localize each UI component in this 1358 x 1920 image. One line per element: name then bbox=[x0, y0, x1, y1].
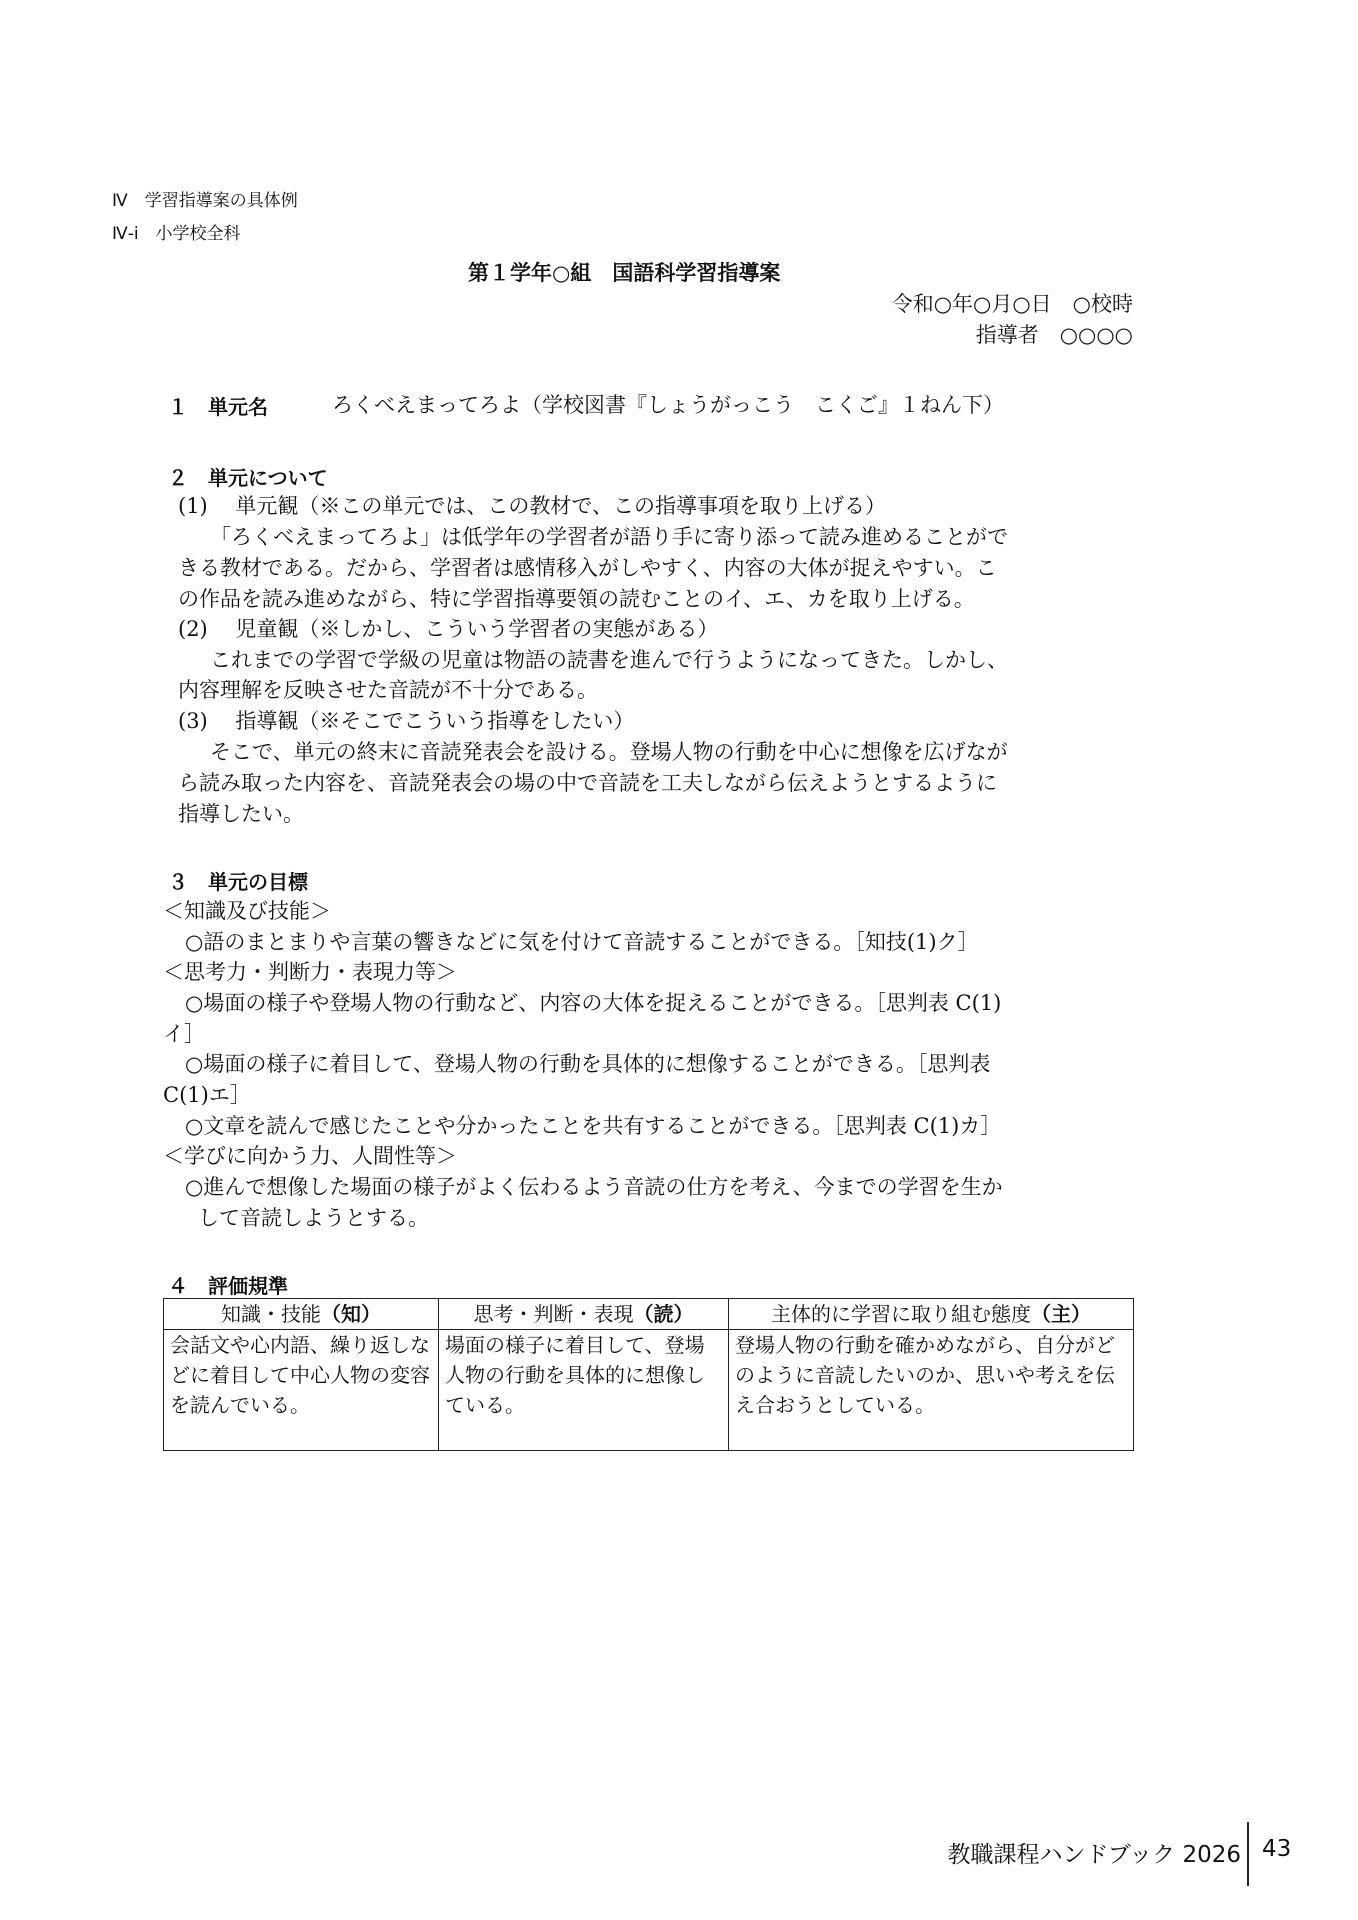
book-title: 教職課程ハンドブック 2026 bbox=[947, 1842, 1241, 1868]
section4-heading: ４ 評価規準 bbox=[168, 1274, 288, 1298]
unit-view-heading: (1) 単元観（※この単元では、この教材で、この指導事項を取り上げる） bbox=[178, 494, 886, 518]
paragraph-line: そこで、単元の終末に音読発表会を設ける。登場人物の行動を中心に想像を広げなが bbox=[210, 740, 1008, 764]
goal-item: ○場面の様子や登場人物の行動など、内容の大体を捉えることができる。［思判表 C(1) bbox=[185, 991, 1002, 1015]
student-view-heading: (2) 児童観（※しかし、こういう学習者の実態がある） bbox=[178, 617, 719, 641]
column-header-thinking: 思考・判断・表現（読） bbox=[439, 1299, 729, 1330]
goal-category: ＜学びに向かう力、人間性等＞ bbox=[163, 1144, 457, 1168]
chapter-heading: Ⅳ 学習指導案の具体例 bbox=[112, 191, 298, 211]
goal-item: ○語のまとまりや言葉の響きなどに気を付けて音読することができる。［知技(1)ク］ bbox=[185, 930, 979, 954]
teaching-view-heading: (3) 指導観（※そこでこういう指導をしたい） bbox=[178, 709, 635, 733]
goal-item-continuation: して音読しようとする。 bbox=[198, 1206, 429, 1230]
section2-heading: ２ 単元について bbox=[168, 466, 328, 490]
paragraph-line: ら読み取った内容を、音読発表会の場の中で音読を工夫しながら伝えようとするように bbox=[178, 771, 997, 795]
goal-item-continuation: C(1)エ］ bbox=[163, 1083, 251, 1107]
subchapter-heading: Ⅳ-ⅰ 小学校全科 bbox=[112, 224, 241, 244]
paragraph-line: 「ろくべえまってろよ」は低学年の学習者が語り手に寄り添って読み進めることがで bbox=[210, 525, 1008, 549]
criteria-knowledge: 会話文や心内語、繰り返しなどに着目して中心人物の変容を読んでいる。 bbox=[164, 1330, 439, 1451]
goal-item-continuation: イ］ bbox=[163, 1022, 205, 1046]
goal-item: ○文章を読んで感じたことや分かったことを共有することができる。［思判表 C(1)カ］ bbox=[185, 1114, 1002, 1138]
paragraph-line: 指導したい。 bbox=[178, 802, 304, 826]
table-header-row bbox=[164, 1299, 1134, 1330]
footer-divider bbox=[1247, 1822, 1249, 1886]
section1-heading: １ 単元名 bbox=[168, 395, 268, 419]
goal-category: ＜思考力・判断力・表現力等＞ bbox=[163, 960, 457, 984]
column-header-attitude: 主体的に学習に取り組む態度（主） bbox=[729, 1299, 1134, 1330]
unit-name: ろくべえまってろよ（学校図書『しょうがっこう こくご』１ねん下） bbox=[332, 393, 1004, 417]
criteria-attitude: 登場人物の行動を確かめながら、自分がどのように音読したいのか、思いや考えを伝え合おうとしている。 bbox=[729, 1330, 1134, 1451]
page-number: 43 bbox=[1262, 1836, 1292, 1862]
paragraph-line: の作品を読み進めながら、特に学習指導要領の読むことのイ、エ、カを取り上げる。 bbox=[178, 587, 975, 611]
paragraph-line: これまでの学習で学級の児童は物語の読書を進んで行うようになってきた。しかし、 bbox=[210, 648, 1008, 672]
section3-heading: ３ 単元の目標 bbox=[168, 870, 308, 894]
goal-category: ＜知識及び技能＞ bbox=[163, 899, 331, 923]
evaluation-criteria-table bbox=[163, 1298, 1134, 1451]
date-line: 令和○年○月○日 ○校時 bbox=[891, 292, 1133, 316]
paragraph-line: 内容理解を反映させた音読が不十分である。 bbox=[178, 678, 598, 702]
criteria-thinking: 場面の様子に着目して、登場人物の行動を具体的に想像している。 bbox=[439, 1330, 729, 1451]
column-header-knowledge: 知識・技能（知） bbox=[164, 1299, 439, 1330]
paragraph-line: きる教材である。だから、学習者は感情移入がしやすく、内容の大体が捉えやすい。こ bbox=[178, 556, 997, 580]
goal-item: ○場面の様子に着目して、登場人物の行動を具体的に想像することができる。［思判表 bbox=[185, 1052, 991, 1076]
teacher-line: 指導者 ○○○○ bbox=[975, 323, 1133, 347]
goal-item: ○進んで想像した場面の様子がよく伝わるよう音読の仕方を考え、今までの学習を生か bbox=[185, 1175, 1003, 1199]
table-row bbox=[164, 1330, 1134, 1451]
document-title: 第１学年○組 国語科学習指導案 bbox=[468, 261, 781, 285]
